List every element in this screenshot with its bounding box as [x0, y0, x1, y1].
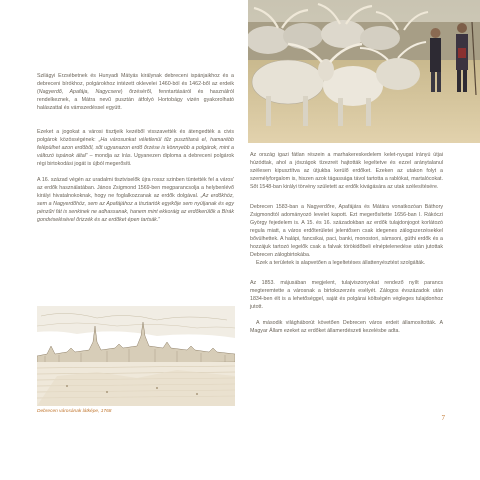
paragraph: Az ország igazi fátlan részein a marhakereskedelem kelet-nyugat irányú útjai húzódtak, ahol a jószágok tízezreit hajtották legeltetve és ezzel aránytalanul szélesen kipusztítva az útjukba kerülő erdőket. Ezeken az utakon folyt a személyforgalom is, hiszen azok tágassága távol tartotta a rablókat, martalócokat. Sőt 1548-ban királyi törvény született az erdők kivágására az utak szélesítésére. — [250, 152, 443, 190]
cattle-photo — [248, 0, 480, 143]
right-text-column — [250, 151, 443, 343]
paragraph: A második világháborút követően Debrecen város erdeit államosították. A Magyar Állam ezeket az erdőket államerdészeti kezelésbe adta. — [250, 320, 443, 334]
paragraph: Ezeket a jogokat a városi tisztjeik kezéből visszavették és átengedték a civis polgárok közösségének: „Ha városunkat véletlenül tűz pusztítaná el, hamarébb felépülhet azon erdőből, sőt ugyanazon erdő őrzése is könnyebb a polgárok, mint a változó ispánok által” – mondja az írás. Ugyanezen diploma a debreceni polgárok régi birtokodási jogát is újból megerősíti. — [37, 129, 234, 167]
paragraph: Debrecen 1583-ban a Nagyerdőre, Apafájára és Mátára vonatkozóan Báthory Zsigmondtól adományozó levelet kapott. Ezt megerősítette 1656-ban I. Rákóczi György fejedelem is. A 15. és 16. századokban az erdők tulajdonjogot korlátozó regula miatt, a város erdőterületei jelentősen csak idegenes zálogszerzésekkel bővülhettek. A halápi, fancsikai, paci, banki, monostori, sámsoni, güthi erdők és a hozzájuk tartozó legelők csak a falvak törökidőbeli elnéptelenedése után jutottak Debrecen zálogbirtokába. — [250, 204, 443, 258]
image-caption: Debrecen városának látképe, 1768 — [37, 409, 112, 414]
paragraph: Szilágyi Erzsébetnek és Hunyadi Mátyás királynak debreceni ispánjaikhoz és a debreceni bírókhoz, polgárokhoz intézett oklevelei 1460-ból és 1462-ből az erdeik (Nagyerdő, Apafája, Nagycsere) őrzéséről, fenntartásáról és használról rendelkeznek, a Mátra nevű pusztán átfolyó Hortobágy vizén gyakorolható halászattal és vámszedéssel együtt. — [37, 73, 234, 111]
paragraph: A 16. század végén az uradalmi tisztviselők újra rossz szinben tüntették fel a város' az erdők használatában. János Zsigmond 1569-ben megparancsolja a helybenlévő királyi hivatalnokoknak, hogy ne foglalkozzanak az erdők dolgával. „Az erdőkhöz, sem a Nagyerdőhöz, sem az Apafájához a tisztartók egyikője sem nyúljanak és egy pénzűri fát is senkinek ne adhassanak, hanem mint ekkoráig az erdőkerülők a Bírák gondviselésével őrizzék és az erdőket épen tartsák.” — [37, 177, 234, 223]
left-text-column — [37, 72, 234, 232]
paragraph: Az 1853. májusában megjelent, tulajviszonyokat rendező nyílt parancs megteremtette a városnak a birtokszerzés esélyét. Zálogos évszázadok után 1834-ben élt is a lehetőséggel, saját és polgárai költségén végleges tulajdonhoz jutott. — [250, 280, 443, 310]
page-number: 7 — [441, 414, 445, 422]
city-view-engraving — [37, 306, 235, 406]
paragraph: Ezek a területek is alapvetően a legeltetéses állattenyésztést szolgálták. — [256, 260, 426, 266]
